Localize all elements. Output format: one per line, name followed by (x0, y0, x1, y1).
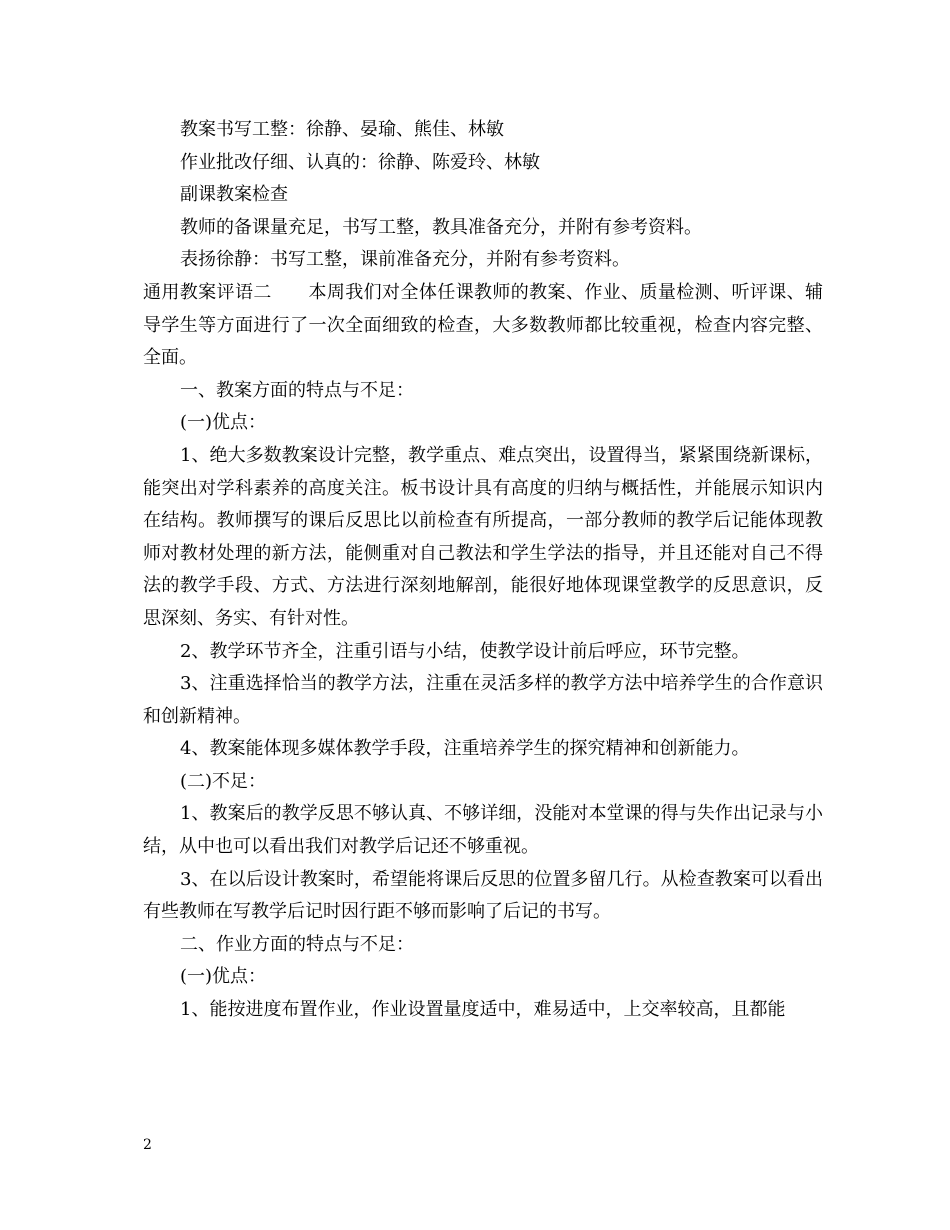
paragraph: 表扬徐静：书写工整，课前准备充分，并附有参考资料。 (180, 249, 630, 271)
paragraph: 二、作业方面的特点与不足： (180, 933, 414, 955)
paragraph: 教案书写工整：徐静、晏瑜、熊佳、林敏 (180, 119, 504, 140)
paragraph: 1、能按进度布置作业，作业设置量度适中，难易适中，上交率较高，且都能 (180, 999, 786, 1021)
paragraph: 4、教案能体现多媒体教学手段，注重培养学生的探究精神和创新能力。 (180, 738, 750, 760)
page-number: 2 (143, 1137, 152, 1153)
paragraph: 副课教案检查 (180, 184, 288, 206)
paragraph: 教师的备课量充足，书写工整，教具准备充分，并附有参考资料。 (180, 216, 702, 238)
paragraph: 一、教案方面的特点与不足： (180, 379, 414, 401)
paragraph: 2、教学环节齐全，注重引语与小结，使教学设计前后呼应，环节完整。 (180, 640, 750, 662)
paragraph: 3、注重选择恰当的教学方法，注重在灵活多样的教学方法中培养学生的合作意识和创新精神。 (143, 673, 823, 727)
section-heading-paragraph: 通用教案评语二 本周我们对全体任课教师的教案、作业、质量检测、听评课、辅导学生等方面进行了一次全面细致的检查，大多数教师都比较重视，检查内容完整、全面。 (143, 281, 823, 369)
paragraph: 作业批改仔细、认真的：徐静、陈爱玲、林敏 (180, 151, 540, 173)
paragraph: (一)优点： (180, 966, 267, 988)
paragraph: 3、在以后设计教案时，希望能将课后反思的位置多留几行。从检查教案可以看出有些教师在写教学后记时因行距不够而影响了后记的书写。 (143, 868, 823, 923)
document-body (143, 114, 823, 1027)
paragraph: (一)优点： (180, 412, 267, 434)
paragraph: (二)不足： (180, 770, 267, 792)
paragraph: 1、绝大多数教案设计完整，教学重点、难点突出，设置得当，紧紧围绕新课标，能突出对学科素养的高度关注。板书设计具有高度的归纳与概括性，并能展示知识内在结构。教师撰写的课后反思比以前检查有所提高，一部分教师的教学后记能体现教师对教材处理的新方法，能侧重对自己教法和学生学法的指导，并且还能对自己不得法的教学手段、方式、方法进行深刻地解剖，能很好地体现课堂教学的反思意识，反思深刻、务实、有针对性。 (143, 444, 823, 629)
paragraph: 1、教案后的教学反思不够认真、不够详细，没能对本堂课的得与失作出记录与小结，从中也可以看出我们对教学后记还不够重视。 (143, 803, 823, 858)
